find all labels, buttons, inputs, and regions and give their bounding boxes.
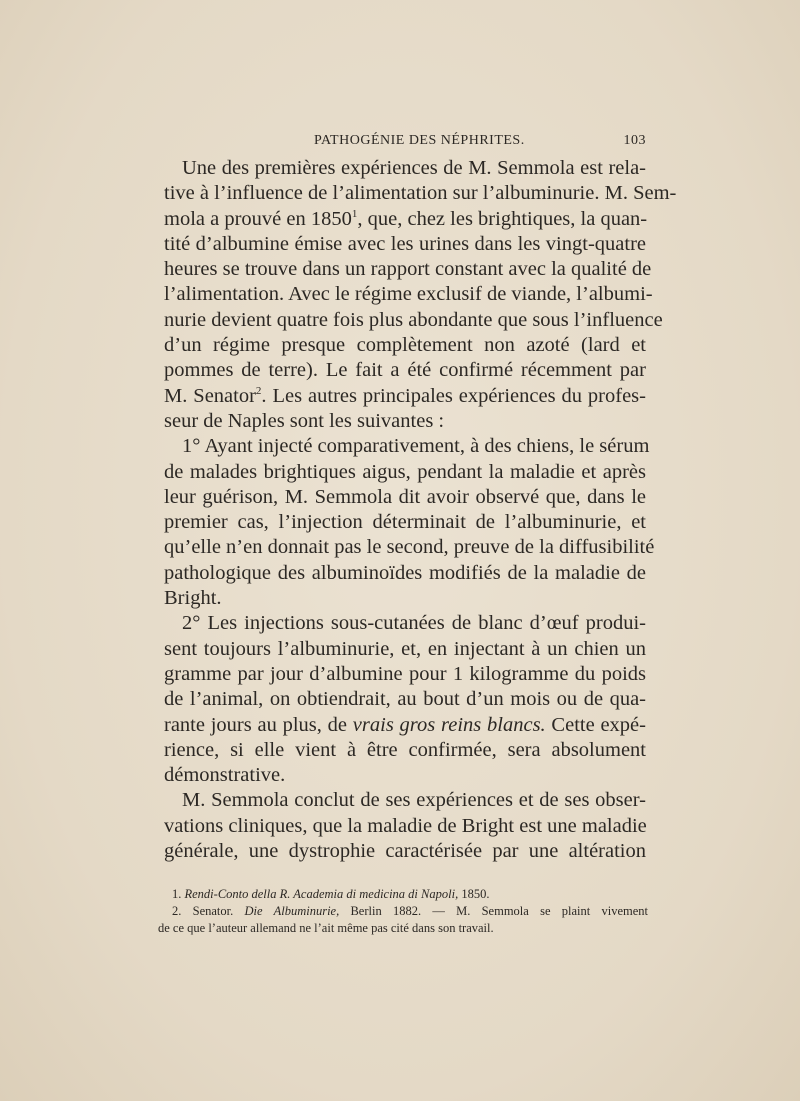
text-line: Une des premières expériences de M. Semmola est rela- <box>182 157 646 179</box>
text-line: leur guérison, M. Semmola dit avoir observé que, dans le <box>164 485 646 508</box>
footnote-1: 1. Rendi-Conto della R. Academia di medicina di Napoli, 1850. <box>172 887 490 901</box>
text-line: nurie devient quatre fois plus abondante que sous l’influence <box>164 308 663 331</box>
text-line: gramme par jour d’albumine pour 1 kilogramme du poids <box>164 662 646 685</box>
text-line: premier cas, l’injection déterminait de l’albuminurie, et <box>164 511 646 534</box>
text-line: 2° Les injections sous-cutanées de blanc d’œuf produi- <box>182 612 646 635</box>
text-line: vations cliniques, que la maladie de Bright est une maladie <box>164 814 647 837</box>
footnotes <box>158 886 648 937</box>
italic-phrase: vrais gros reins blancs. <box>352 713 546 736</box>
text-line: Bright. <box>164 587 222 610</box>
text-line: qu’elle n’en donnait pas le second, preuve de la diffusibilité <box>164 536 655 559</box>
footnote-mark: 2 <box>255 384 262 397</box>
header-title: PATHOGÉNIE DES NÉPHRITES. <box>314 133 525 148</box>
text-line: de malades brightiques aigus, pendant la maladie et après <box>164 460 646 483</box>
text-line: sent toujours l’albuminurie, et, en injectant à un chien un <box>164 637 646 660</box>
text-line: d’un régime presque complètement non azoté (lard et <box>164 334 646 357</box>
text-line: pathologique des albuminoïdes modifiés de la maladie de <box>164 561 646 584</box>
running-header <box>164 133 646 151</box>
text-line: générale, une dystrophie caractérisée par une altération <box>164 840 646 863</box>
text-line: seur de Naples sont les suivantes : <box>164 409 445 432</box>
text-line: démonstrative. <box>164 764 286 787</box>
footnote-2: 2. Senator. Die Albuminurie, Berlin 1882. — M. Semmola se plaint vivement <box>172 904 648 918</box>
text-line: pommes de terre). Le fait a été confirmé récemment par <box>164 359 646 382</box>
text-line: tité d’albumine émise avec les urines dans les vingt-quatre <box>164 232 646 255</box>
body-text <box>164 156 677 864</box>
page-number: 103 <box>623 133 646 148</box>
text-line: heures se trouve dans un rapport constant avec la qualité de <box>164 258 652 281</box>
footnote-mark: 1 <box>351 207 358 220</box>
text-line: 1° Ayant injecté comparativement, à des chiens, le sérum <box>182 435 650 458</box>
text-line: M. Senator$^2$. Les autres principales expériences du profes- <box>164 384 646 407</box>
text-line: mola a prouvé en 1850$^1$, que, chez les brightiques, la quan- <box>164 207 648 230</box>
text-line: M. Semmola conclut de ses expériences et de ses obser- <box>182 789 646 812</box>
text-line: de l’animal, on obtiendrait, au bout d’un mois ou de qua- <box>164 688 646 711</box>
text-line: tive à l’influence de l’alimentation sur l’albuminurie. M. Sem- <box>164 182 677 205</box>
text-line: rience, si elle vient à être confirmée, sera absolument <box>164 738 646 761</box>
text-line: rante jours au plus, de vrais gros reins blancs. Cette expé- <box>164 713 646 736</box>
text-line: l’alimentation. Avec le régime exclusif de viande, l’albumi- <box>164 283 653 306</box>
footnote-2-continued: de ce que l’auteur allemand ne l’ait même pas cité dans son travail. <box>158 921 494 935</box>
